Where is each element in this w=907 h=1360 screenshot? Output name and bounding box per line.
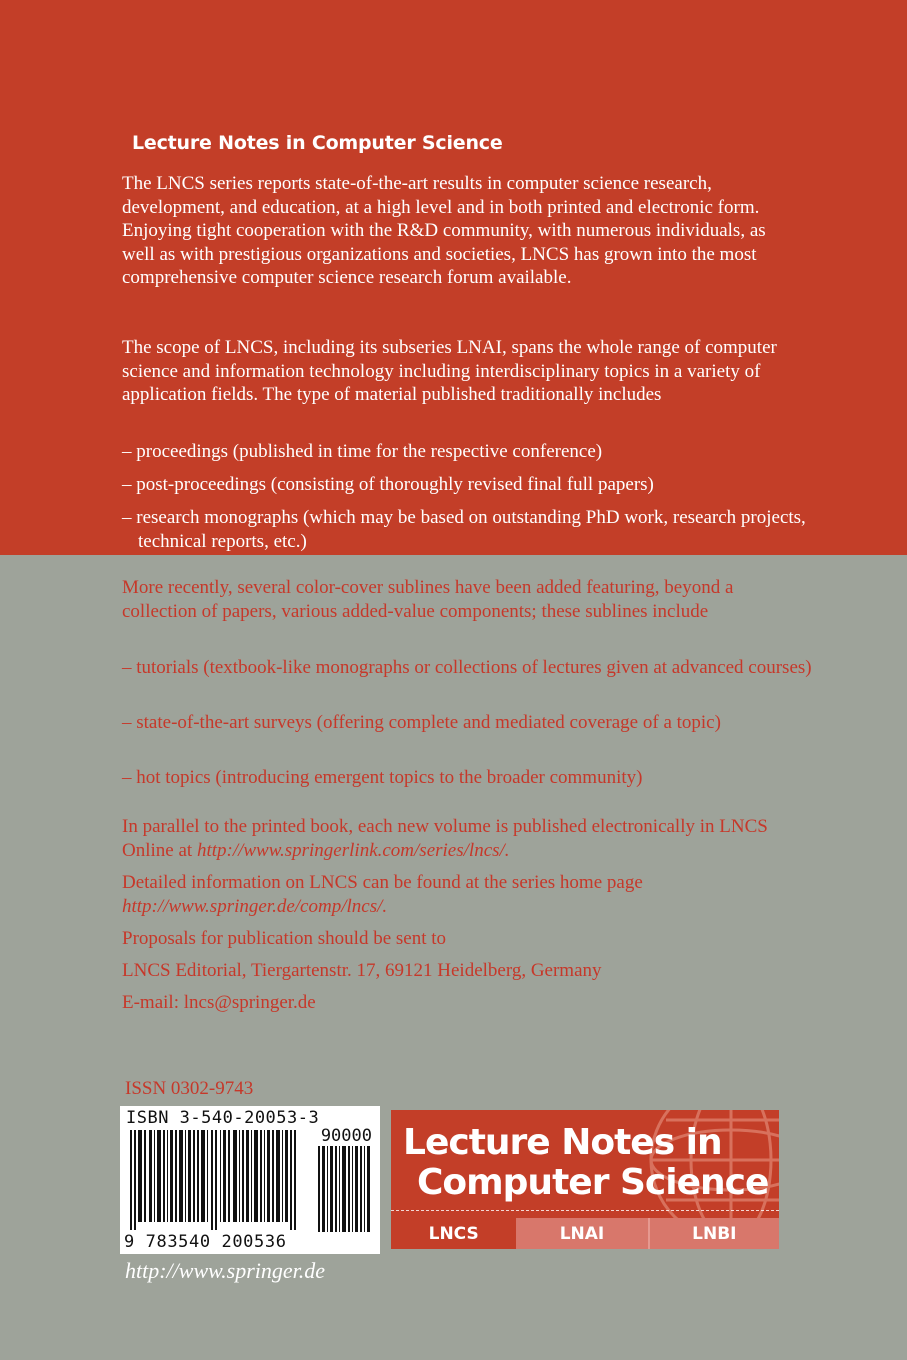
scope-paragraph: The scope of LNCS, including its subseries LNAI, spans the whole range of computer science and information technology including interdisciplinary topics in a variety of application fields. The type of material published traditionally includes [122, 337, 777, 405]
tab-lncs: LNCS [391, 1218, 516, 1249]
lncs-logo [391, 1110, 779, 1249]
isbn-barcode [120, 1106, 380, 1254]
logo-subseries-tabs [391, 1218, 779, 1249]
logo-line-2: Computer Science [417, 1162, 769, 1203]
material-item-monographs: – research monographs (which may be based on outstanding PhD work, research projects, technical reports, etc.) [122, 507, 806, 552]
lncs-online-link[interactable]: http://www.springerlink.com/series/lncs/. [196, 839, 510, 861]
tab-lnbi: LNBI [648, 1218, 779, 1249]
material-item-proceedings: – proceedings (published in time for the respective conference) [122, 441, 603, 462]
springer-website[interactable]: http://www.springer.de [125, 1258, 326, 1283]
detailed-paragraph [122, 871, 802, 918]
logo-line-1: Lecture Notes in [403, 1122, 722, 1163]
parallel-text: In parallel to the printed book, each new volume is published electronically in LNCS Online at [122, 816, 768, 861]
email-line: E-mail: lncs@springer.de [122, 992, 316, 1013]
barcode-bars-icon [130, 1130, 300, 1230]
parallel-paragraph [122, 815, 802, 862]
intro-paragraph: The LNCS series reports state-of-the-art results in computer science research, development, and education, at a high level and in both printed and electronic form. Enjoying tight cooperation with the R&D community, with numerous individuals, as well as with prestigious organizations and societies, LNCS has grown into the most comprehensive computer science research forum available. [122, 173, 766, 288]
series-title: Lecture Notes in Computer Science [132, 132, 503, 154]
detailed-text: Detailed information on LNCS can be found at the series home page [122, 872, 643, 893]
subline-item-surveys: – state-of-the-art surveys (offering complete and mediated coverage of a topic) [122, 712, 721, 733]
tab-lnai: LNAI [516, 1218, 647, 1249]
proposals-text: Proposals for publication should be sent to [122, 928, 447, 949]
series-home-link[interactable]: http://www.springer.de/comp/lncs/. [122, 895, 388, 917]
sublines-intro: More recently, several color-cover sublines have been added featuring, beyond a collection of papers, various added-value components; these sublines include [122, 577, 734, 622]
issn-number: ISSN 0302-9743 [125, 1078, 254, 1099]
isbn-label: ISBN 3-540-20053-3 [126, 1108, 320, 1128]
logo-divider [391, 1210, 779, 1211]
material-item-post-proceedings: – post-proceedings (consisting of thoroughly revised final full papers) [122, 474, 654, 495]
addon-bars-icon [318, 1146, 372, 1232]
subline-item-hot-topics: – hot topics (introducing emergent topics to the broader community) [122, 767, 643, 788]
editorial-address: LNCS Editorial, Tiergartenstr. 17, 69121 Heidelberg, Germany [122, 960, 602, 981]
ean-digits: 9 783540 200536 [124, 1232, 287, 1252]
subline-item-tutorials: – tutorials (textbook-like monographs or collections of lectures given at advanced courses) [122, 657, 812, 678]
barcode-addon-digits: 90000 [320, 1126, 372, 1146]
